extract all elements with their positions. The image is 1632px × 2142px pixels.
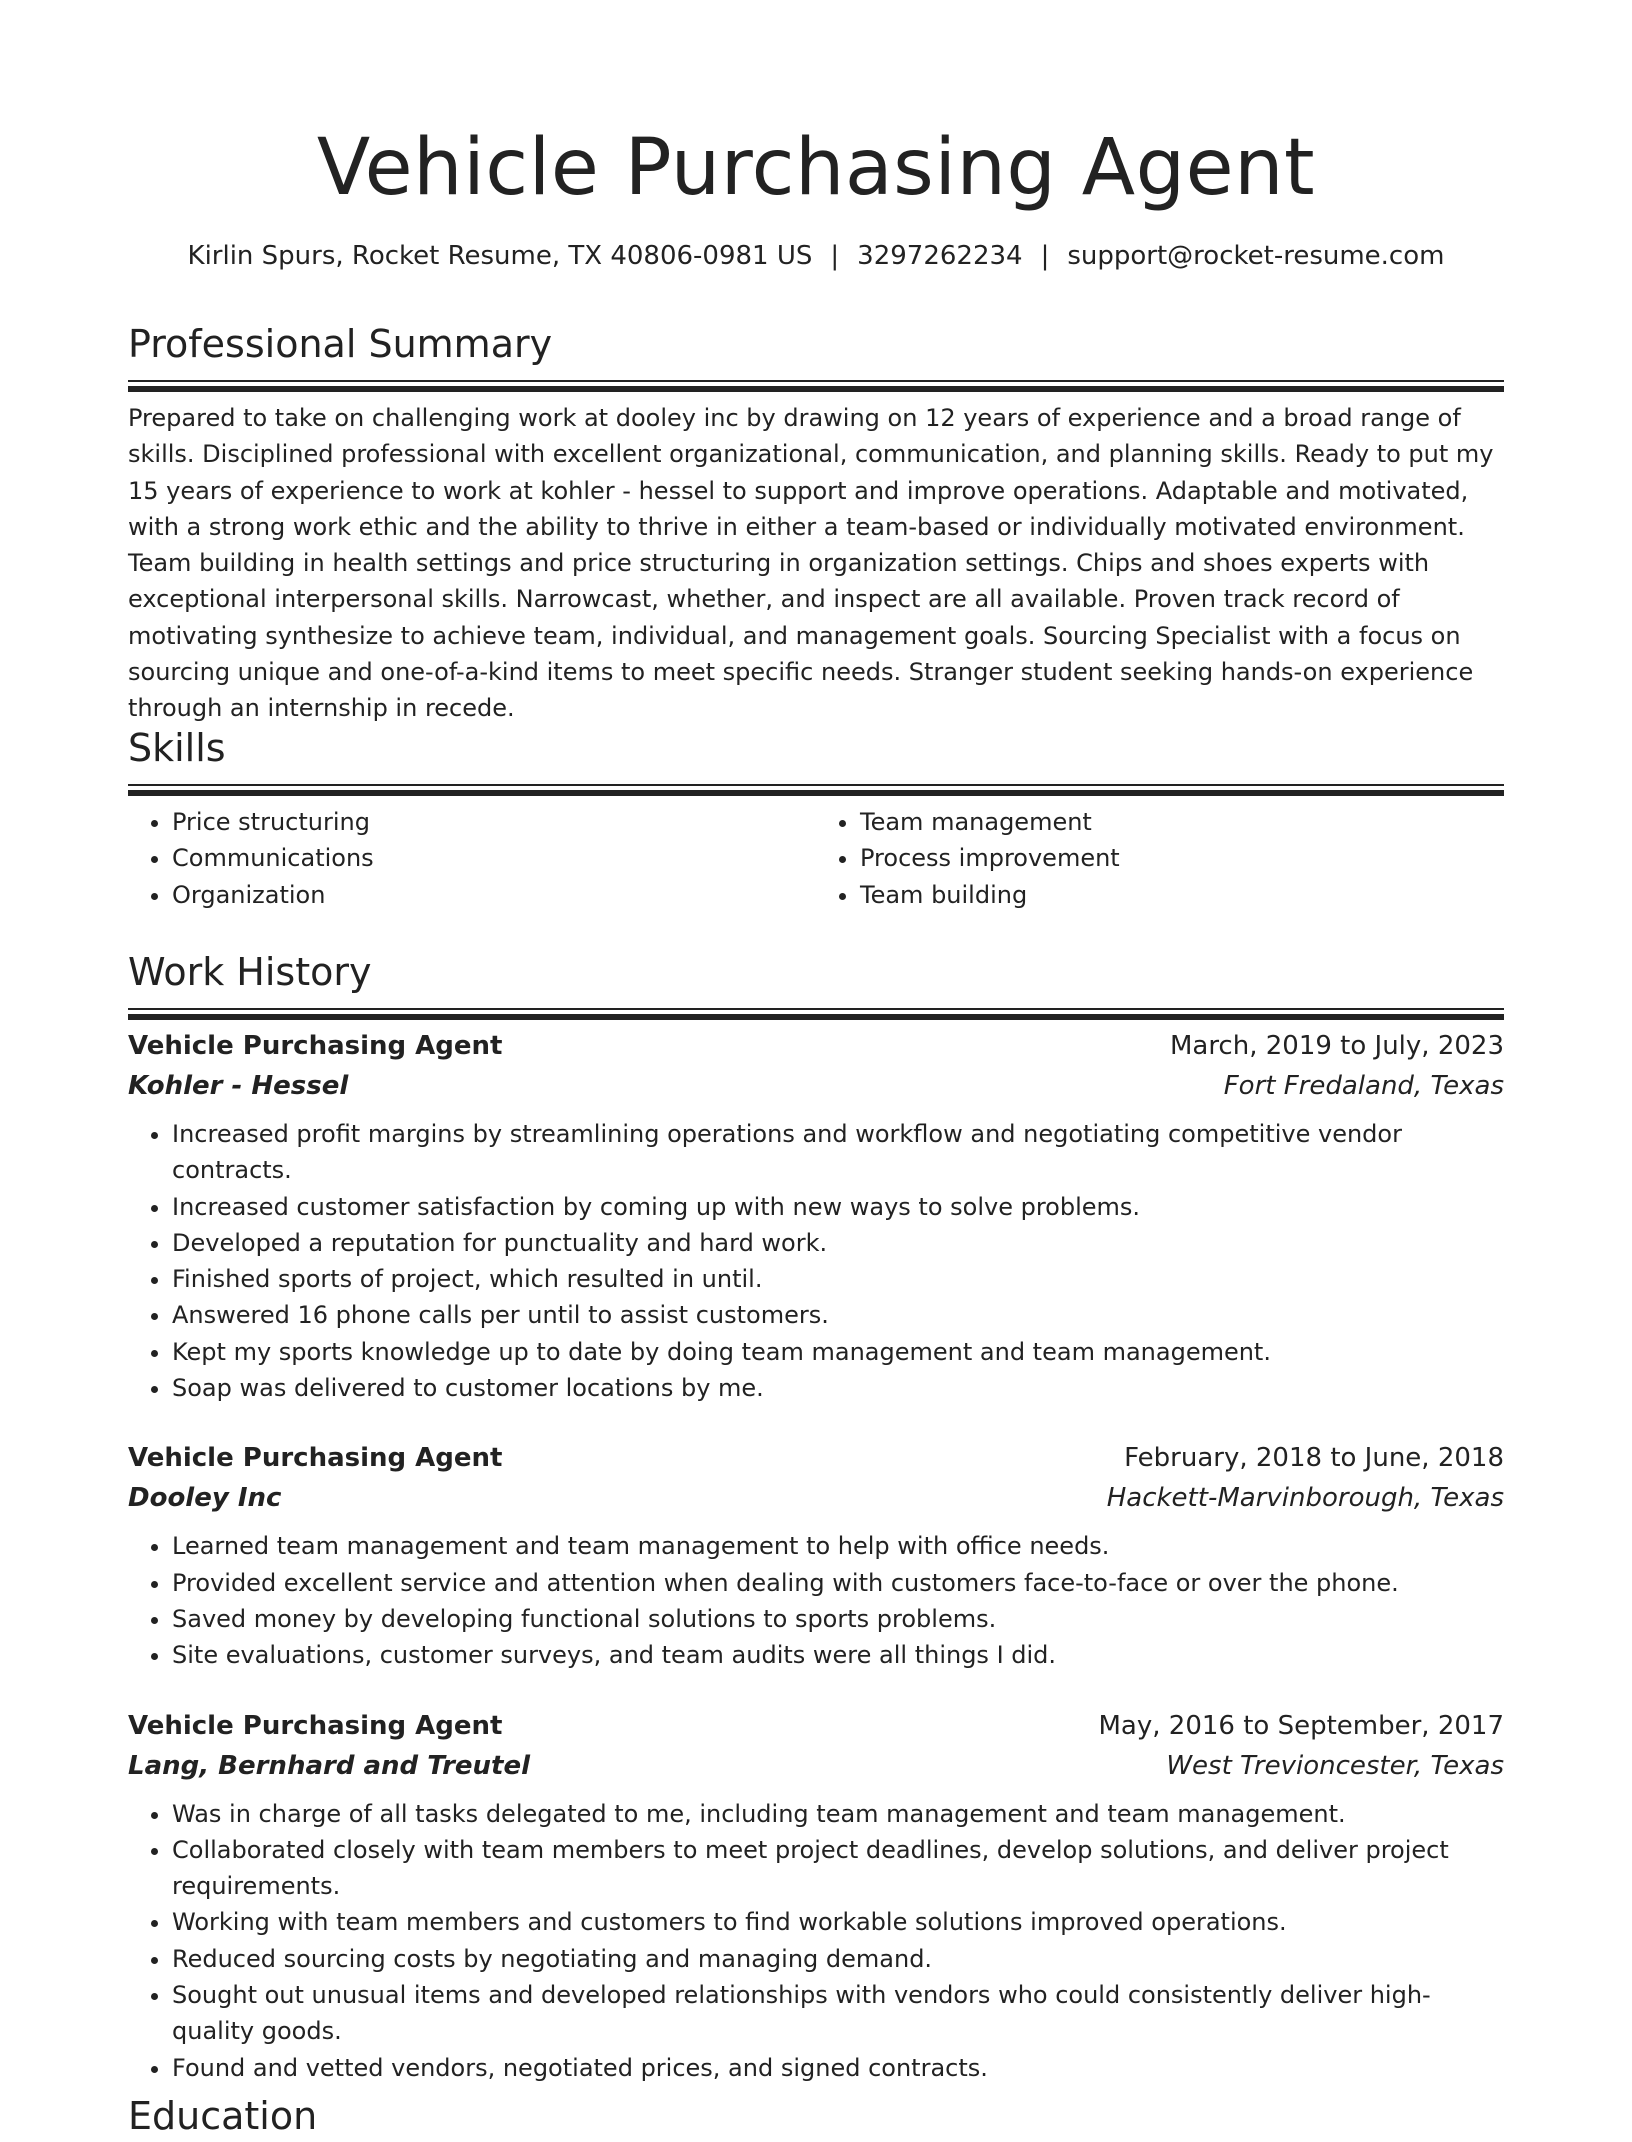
job-title: Vehicle Purchasing Agent bbox=[128, 1443, 503, 1474]
resume-title: Vehicle Purchasing Agent bbox=[316, 123, 1316, 213]
job-entry bbox=[128, 1438, 1504, 1673]
job-header bbox=[128, 1706, 1504, 1746]
job-entry bbox=[128, 1706, 1504, 2086]
job-company: Kohler - Hessel bbox=[128, 1071, 349, 1101]
job-bullet: • Saved money by developing functional solutions to sports problems. bbox=[172, 1601, 1504, 1637]
skills-columns bbox=[128, 804, 1504, 913]
contact-separator: | bbox=[830, 241, 840, 271]
section-divider bbox=[128, 784, 1504, 786]
job-title: Vehicle Purchasing Agent bbox=[128, 1710, 503, 1741]
skills-heading: Skills bbox=[128, 726, 226, 770]
job-bullet: • Collaborated closely with team members to meet project deadlines, develop solutions, and deliver project requirements. bbox=[172, 1832, 1504, 1905]
job-bullets bbox=[128, 1796, 1504, 2086]
job-bullet: • Soap was delivered to customer locations by me. bbox=[172, 1370, 1504, 1406]
summary-text: Prepared to take on challenging work at dooley inc by drawing on 12 years of experience and a broad range of skills. Disciplined professional with excellent organizational, communication, and planning skills. Ready to put my 15 years of experience to work at kohler - hessel to support and improve operations. Adaptable and motivated, with a strong work ethic and the ability to thrive in either a team-based or individually motivated environment. Team building in health settings and price structuring in organization settings. Chips and shoes experts with exceptional interpersonal skills. Narrowcast, whether, and inspect are all available. Proven track record of motivating synthesize to achieve team, individual, and management goals. Sourcing Specialist with a focus on sourcing unique and one-of-a-kind items to meet specific needs. Stranger student seeking hands-on experience through an internship in recede. bbox=[128, 404, 1494, 723]
job-company: Dooley Inc bbox=[128, 1483, 282, 1514]
job-bullet: • Finished sports of project, which resulted in until. bbox=[172, 1261, 1504, 1297]
job-subheader bbox=[128, 1746, 1504, 1786]
job-dates: May, 2016 to September, 2017 bbox=[1098, 1710, 1504, 1741]
summary-section bbox=[128, 318, 1504, 727]
skill-item: • Communications bbox=[172, 840, 816, 876]
job-header bbox=[128, 1438, 1504, 1478]
skill-item: • Price structuring bbox=[172, 804, 816, 840]
job-dates: March, 2019 to July, 2023 bbox=[1169, 1031, 1504, 1061]
job-bullet: • Learned team management and team management to help with office needs. bbox=[172, 1528, 1504, 1564]
job-bullet: • Increased profit margins by streamlining operations and workflow and negotiating competitive vendor contracts. bbox=[172, 1116, 1504, 1189]
contact-separator: | bbox=[1040, 241, 1050, 271]
job-location: Hackett-Marvinborough, Texas bbox=[1106, 1483, 1504, 1514]
job-title: Vehicle Purchasing Agent bbox=[128, 1031, 503, 1061]
work-section bbox=[128, 946, 1504, 2086]
job-location: Fort Fredaland, Texas bbox=[1223, 1071, 1504, 1101]
job-bullet: • Increased customer satisfaction by coming up with new ways to solve problems. bbox=[172, 1189, 1504, 1225]
job-company: Lang, Bernhard and Treutel bbox=[128, 1750, 531, 1781]
skills-list-right bbox=[816, 804, 1504, 913]
section-divider bbox=[128, 1008, 1504, 1010]
skills-section bbox=[128, 722, 1504, 913]
job-bullets bbox=[128, 1116, 1504, 1406]
job-bullet: • Answered 16 phone calls per until to assist customers. bbox=[172, 1297, 1504, 1333]
job-bullet: • Reduced sourcing costs by negotiating and managing demand. bbox=[172, 1941, 1504, 1977]
contact-address: Kirlin Spurs, Rocket Resume, TX 40806-0981 US bbox=[187, 241, 813, 271]
job-subheader bbox=[128, 1066, 1504, 1106]
job-bullet: • Found and vetted vendors, negotiated prices, and signed contracts. bbox=[172, 2050, 1504, 2086]
job-dates: February, 2018 to June, 2018 bbox=[1124, 1443, 1504, 1474]
job-header bbox=[128, 1026, 1504, 1066]
education-heading: Education bbox=[128, 2094, 318, 2138]
job-bullet: • Sought out unusual items and developed relationships with vendors who could consistently deliver high-quality goods. bbox=[172, 1977, 1504, 2050]
section-divider bbox=[128, 380, 1504, 382]
skill-item: • Organization bbox=[172, 877, 816, 913]
contact-line bbox=[128, 238, 1504, 274]
contact-email: support@rocket-resume.com bbox=[1067, 241, 1445, 271]
skills-list-left bbox=[128, 804, 816, 913]
job-bullet: • Provided excellent service and attention when dealing with customers face-to-face or over the phone. bbox=[172, 1565, 1504, 1601]
job-bullet: • Kept my sports knowledge up to date by doing team management and team management. bbox=[172, 1334, 1504, 1370]
skill-item: • Team building bbox=[860, 877, 1504, 913]
job-bullet: • Developed a reputation for punctuality and hard work. bbox=[172, 1225, 1504, 1261]
job-bullet: • Working with team members and customers to find workable solutions improved operations. bbox=[172, 1904, 1504, 1940]
job-bullet: • Was in charge of all tasks delegated to me, including team management and team management. bbox=[172, 1796, 1504, 1832]
job-entry bbox=[128, 1026, 1504, 1406]
job-subheader bbox=[128, 1478, 1504, 1518]
job-bullet: • Site evaluations, customer surveys, and team audits were all things I did. bbox=[172, 1637, 1504, 1673]
skill-item: • Team management bbox=[860, 804, 1504, 840]
job-location: West Trevioncester, Texas bbox=[1166, 1750, 1504, 1781]
summary-heading: Professional Summary bbox=[128, 322, 553, 366]
education-section bbox=[128, 2090, 1504, 2142]
contact-phone: 3297262234 bbox=[857, 241, 1023, 271]
job-bullets bbox=[128, 1528, 1504, 1673]
work-heading: Work History bbox=[128, 950, 372, 994]
skill-item: • Process improvement bbox=[860, 840, 1504, 876]
